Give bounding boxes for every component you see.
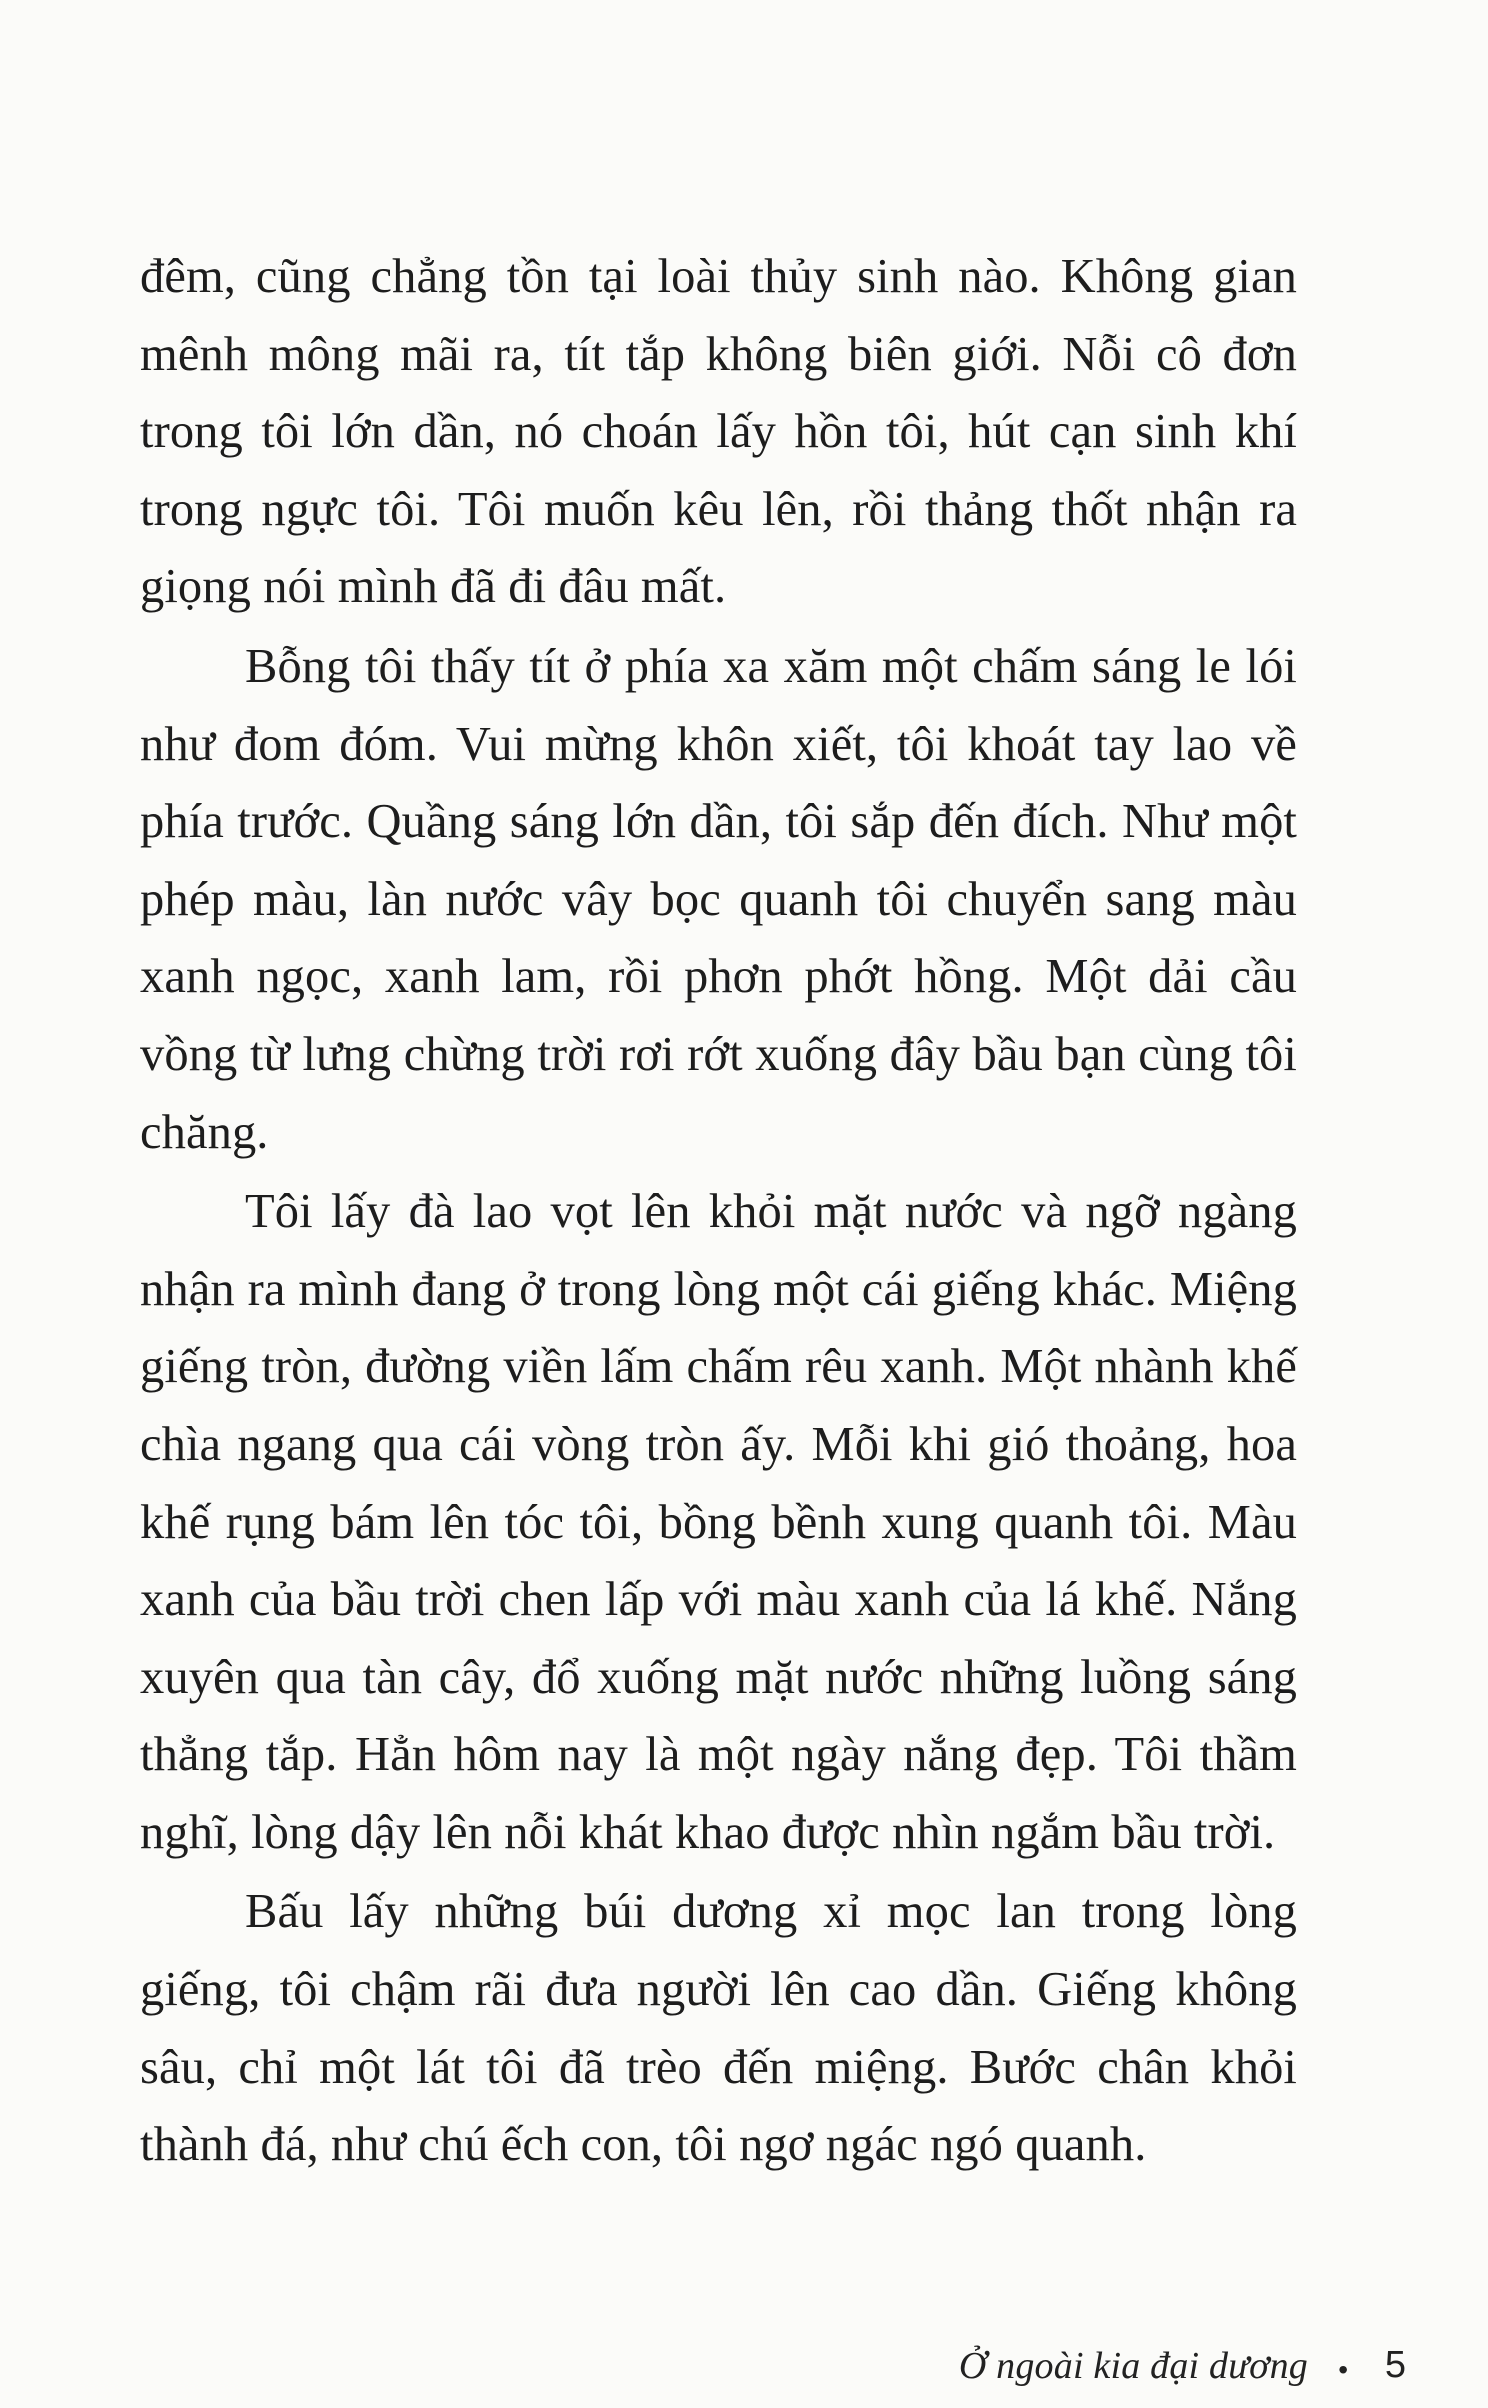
body-text: [140, 238, 1297, 2186]
page-number: 5: [1384, 2344, 1406, 2386]
running-title: Ở ngoài kia đại dương: [958, 2345, 1308, 2387]
paragraph-4: Bấu lấy những búi dương xỉ mọc lan trong lòng giếng, tôi chậm rãi đưa người lên cao dần. Giếng không sâu, chỉ một lát tôi đã trèo đến miệng. Bước chân khỏi thành đá, như chú ếch con, tôi ngơ ngác ngó quanh.: [140, 1885, 1297, 2172]
footer-bullet: •: [1338, 2354, 1348, 2385]
paragraph-1: đêm, cũng chẳng tồn tại loài thủy sinh nào. Không gian mênh mông mãi ra, tít tắp không biên giới. Nỗi cô đơn trong tôi lớn dần, nó choán lấy hồn tôi, hút cạn sinh khí trong ngực tôi. Tôi muốn kêu lên, rồi thảng thốt nhận ra giọng nói mình đã đi đâu mất.: [140, 250, 1297, 614]
paragraph-3: Tôi lấy đà lao vọt lên khỏi mặt nước và ngỡ ngàng nhận ra mình đang ở trong lòng một cái giếng khác. Miệng giếng tròn, đường viền lấm chấm rêu xanh. Một nhành khế chìa ngang qua cái vòng tròn ấy. Mỗi khi gió thoảng, hoa khế rụng bám lên tóc tôi, bồng bềnh xung quanh tôi. Màu xanh của bầu trời chen lấp với màu xanh của lá khế. Nắng xuyên qua tàn cây, đổ xuống mặt nước những luồng sáng thẳng tắp. Hẳn hôm nay là một ngày nắng đẹp. Tôi thầm nghĩ, lòng dậy lên nỗi khát khao được nhìn ngắm bầu trời.: [140, 1185, 1297, 1859]
paragraph-2: Bỗng tôi thấy tít ở phía xa xăm một chấm sáng le lói như đom đóm. Vui mừng khôn xiết, tôi khoát tay lao về phía trước. Quầng sáng lớn dần, tôi sắp đến đích. Như một phép màu, làn nước vây bọc quanh tôi chuyển sang màu xanh ngọc, xanh lam, rồi phơn phớt hồng. Một dải cầu vồng từ lưng chừng trời rơi rớt xuống đây bầu bạn cùng tôi chăng.: [140, 639, 1297, 1159]
page-footer: [0, 2336, 1488, 2406]
